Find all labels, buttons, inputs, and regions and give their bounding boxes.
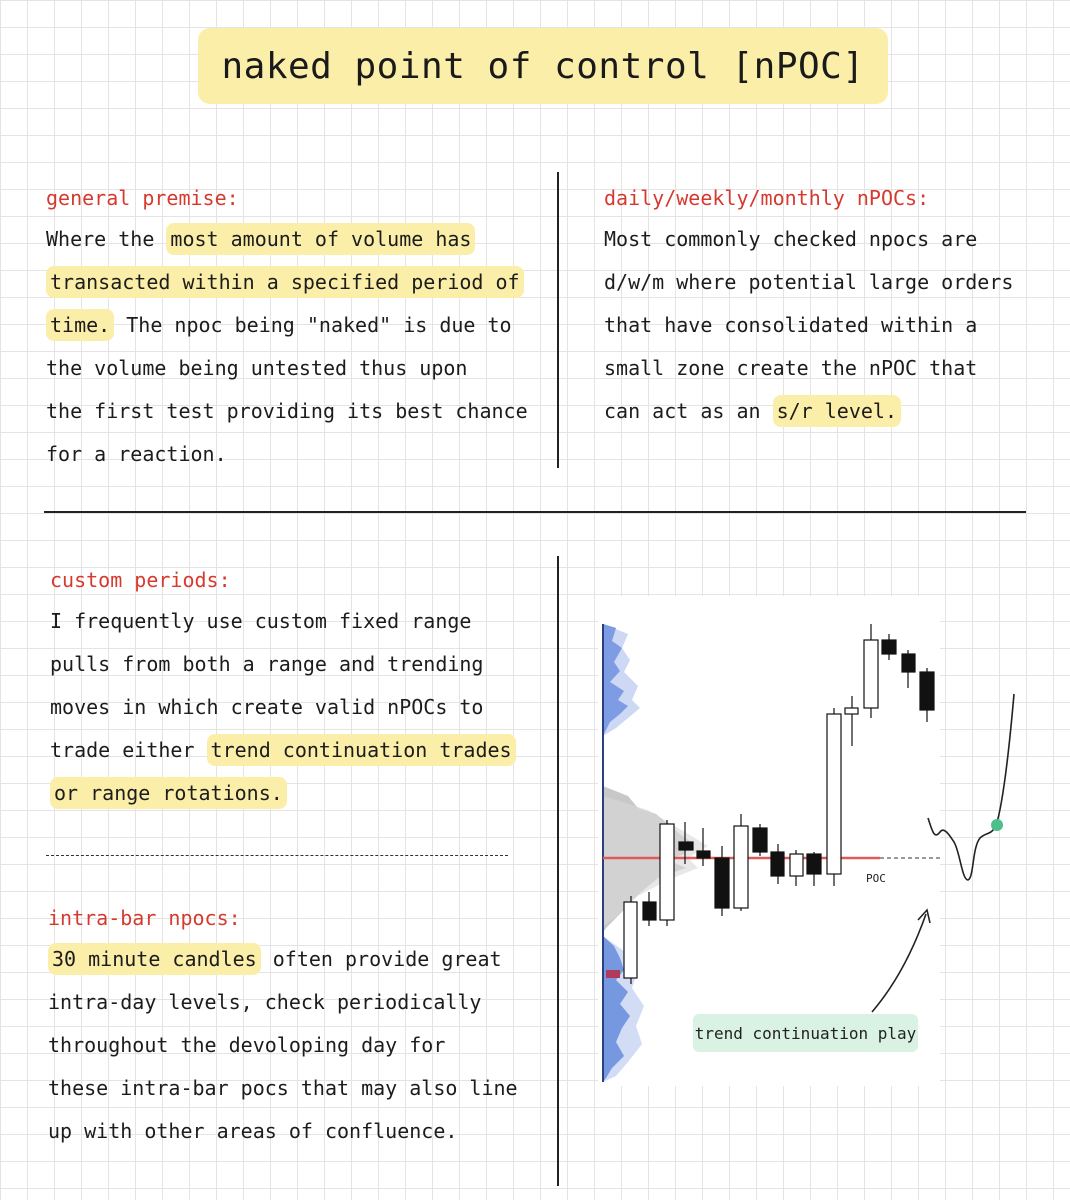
text-segment: that have consolidated within a: [604, 313, 978, 337]
npoc-chart-svg: [598, 596, 940, 1086]
dwm-section: [604, 186, 1044, 433]
text-segment: I frequently use custom fixed range: [50, 609, 472, 633]
highlighted-text: s/r level.: [773, 395, 901, 427]
text-segment: d/w/m where potential large orders: [604, 270, 1014, 294]
custom-periods-text: [50, 600, 550, 815]
candle: [807, 854, 821, 874]
text-line: [50, 772, 550, 815]
text-line: [604, 347, 1044, 390]
trend-continuation-label: trend continuation play: [693, 1014, 918, 1052]
bottom-vertical-divider: [557, 556, 559, 1186]
text-segment: intra-day levels, check periodically: [48, 990, 482, 1014]
candle: [790, 854, 803, 876]
section-dashed-divider: [46, 855, 508, 856]
candle: [697, 851, 710, 858]
text-segment: up with other areas of confluence.: [48, 1119, 458, 1143]
candle: [679, 842, 693, 850]
price-path-sketch: [928, 694, 1014, 880]
text-segment: small zone create the nPOC that: [604, 356, 978, 380]
candle: [753, 828, 767, 852]
general-premise-heading: general premise:: [46, 186, 239, 210]
text-line: [604, 218, 1044, 261]
volume-profile-top-light: [603, 624, 640, 736]
text-segment: often provide great: [260, 947, 502, 971]
dwm-heading: daily/weekly/monthly nPOCs:: [604, 186, 930, 210]
candles: [624, 624, 934, 984]
text-segment: for a reaction.: [46, 442, 227, 466]
intrabar-section: [48, 906, 548, 1153]
general-premise-section: [46, 186, 546, 476]
text-segment: the volume being untested thus upon: [46, 356, 468, 380]
text-segment: Where the: [46, 227, 167, 251]
text-segment: throughout the devoloping day for: [48, 1033, 446, 1057]
text-line: [50, 643, 550, 686]
entry-dot: [991, 819, 1003, 831]
candle: [920, 672, 934, 710]
custom-periods-section: [50, 568, 550, 815]
text-segment: Most commonly checked npocs are: [604, 227, 978, 251]
text-line: [50, 600, 550, 643]
text-segment: The npoc being "naked" is due to: [114, 313, 512, 337]
candle: [771, 852, 784, 876]
text-line: [48, 1067, 548, 1110]
profile-marker: [606, 970, 620, 978]
text-line: [46, 304, 546, 347]
candle: [882, 640, 896, 654]
text-segment: can act as an: [604, 399, 773, 423]
text-line: [604, 261, 1044, 304]
general-premise-text: [46, 218, 546, 476]
highlighted-text: most amount of volume has: [166, 223, 475, 255]
text-segment: trade either: [50, 738, 207, 762]
text-line: [50, 729, 550, 772]
text-segment: these intra-bar pocs that may also line: [48, 1076, 518, 1100]
highlighted-text: 30 minute candles: [48, 943, 261, 975]
highlighted-text: or range rotations.: [50, 777, 287, 809]
intrabar-text: [48, 938, 548, 1153]
highlighted-text: time.: [46, 309, 114, 341]
candle: [715, 858, 729, 908]
candle: [864, 640, 878, 708]
text-line: [48, 1110, 548, 1153]
text-line: [46, 433, 546, 476]
horizontal-divider: [44, 511, 1026, 513]
highlighted-text: transacted within a specified period of: [46, 266, 524, 298]
candle: [845, 708, 858, 714]
candle: [624, 902, 637, 978]
candle: [827, 714, 841, 874]
highlighted-text: trend continuation trades: [207, 734, 516, 766]
text-line: [46, 390, 546, 433]
text-segment: pulls from both a range and trending: [50, 652, 484, 676]
text-line: [50, 686, 550, 729]
text-line: [46, 218, 546, 261]
intrabar-heading: intra-bar npocs:: [48, 906, 241, 930]
text-line: [604, 390, 1044, 433]
text-line: [48, 1024, 548, 1067]
text-line: [46, 261, 546, 304]
candle: [734, 826, 748, 908]
poc-label: POC: [866, 872, 886, 885]
dwm-text: [604, 218, 1044, 433]
text-line: [48, 981, 548, 1024]
candle: [660, 824, 674, 920]
npoc-chart: [598, 596, 940, 1086]
custom-periods-heading: custom periods:: [50, 568, 231, 592]
top-vertical-divider: [557, 172, 559, 468]
text-line: [48, 938, 548, 981]
text-line: [46, 347, 546, 390]
text-segment: the first test providing its best chance: [46, 399, 528, 423]
text-line: [604, 304, 1044, 347]
page-title: naked point of control [nPOC]: [198, 28, 888, 104]
candle: [643, 902, 656, 920]
text-segment: moves in which create valid nPOCs to: [50, 695, 484, 719]
candle: [902, 654, 915, 672]
